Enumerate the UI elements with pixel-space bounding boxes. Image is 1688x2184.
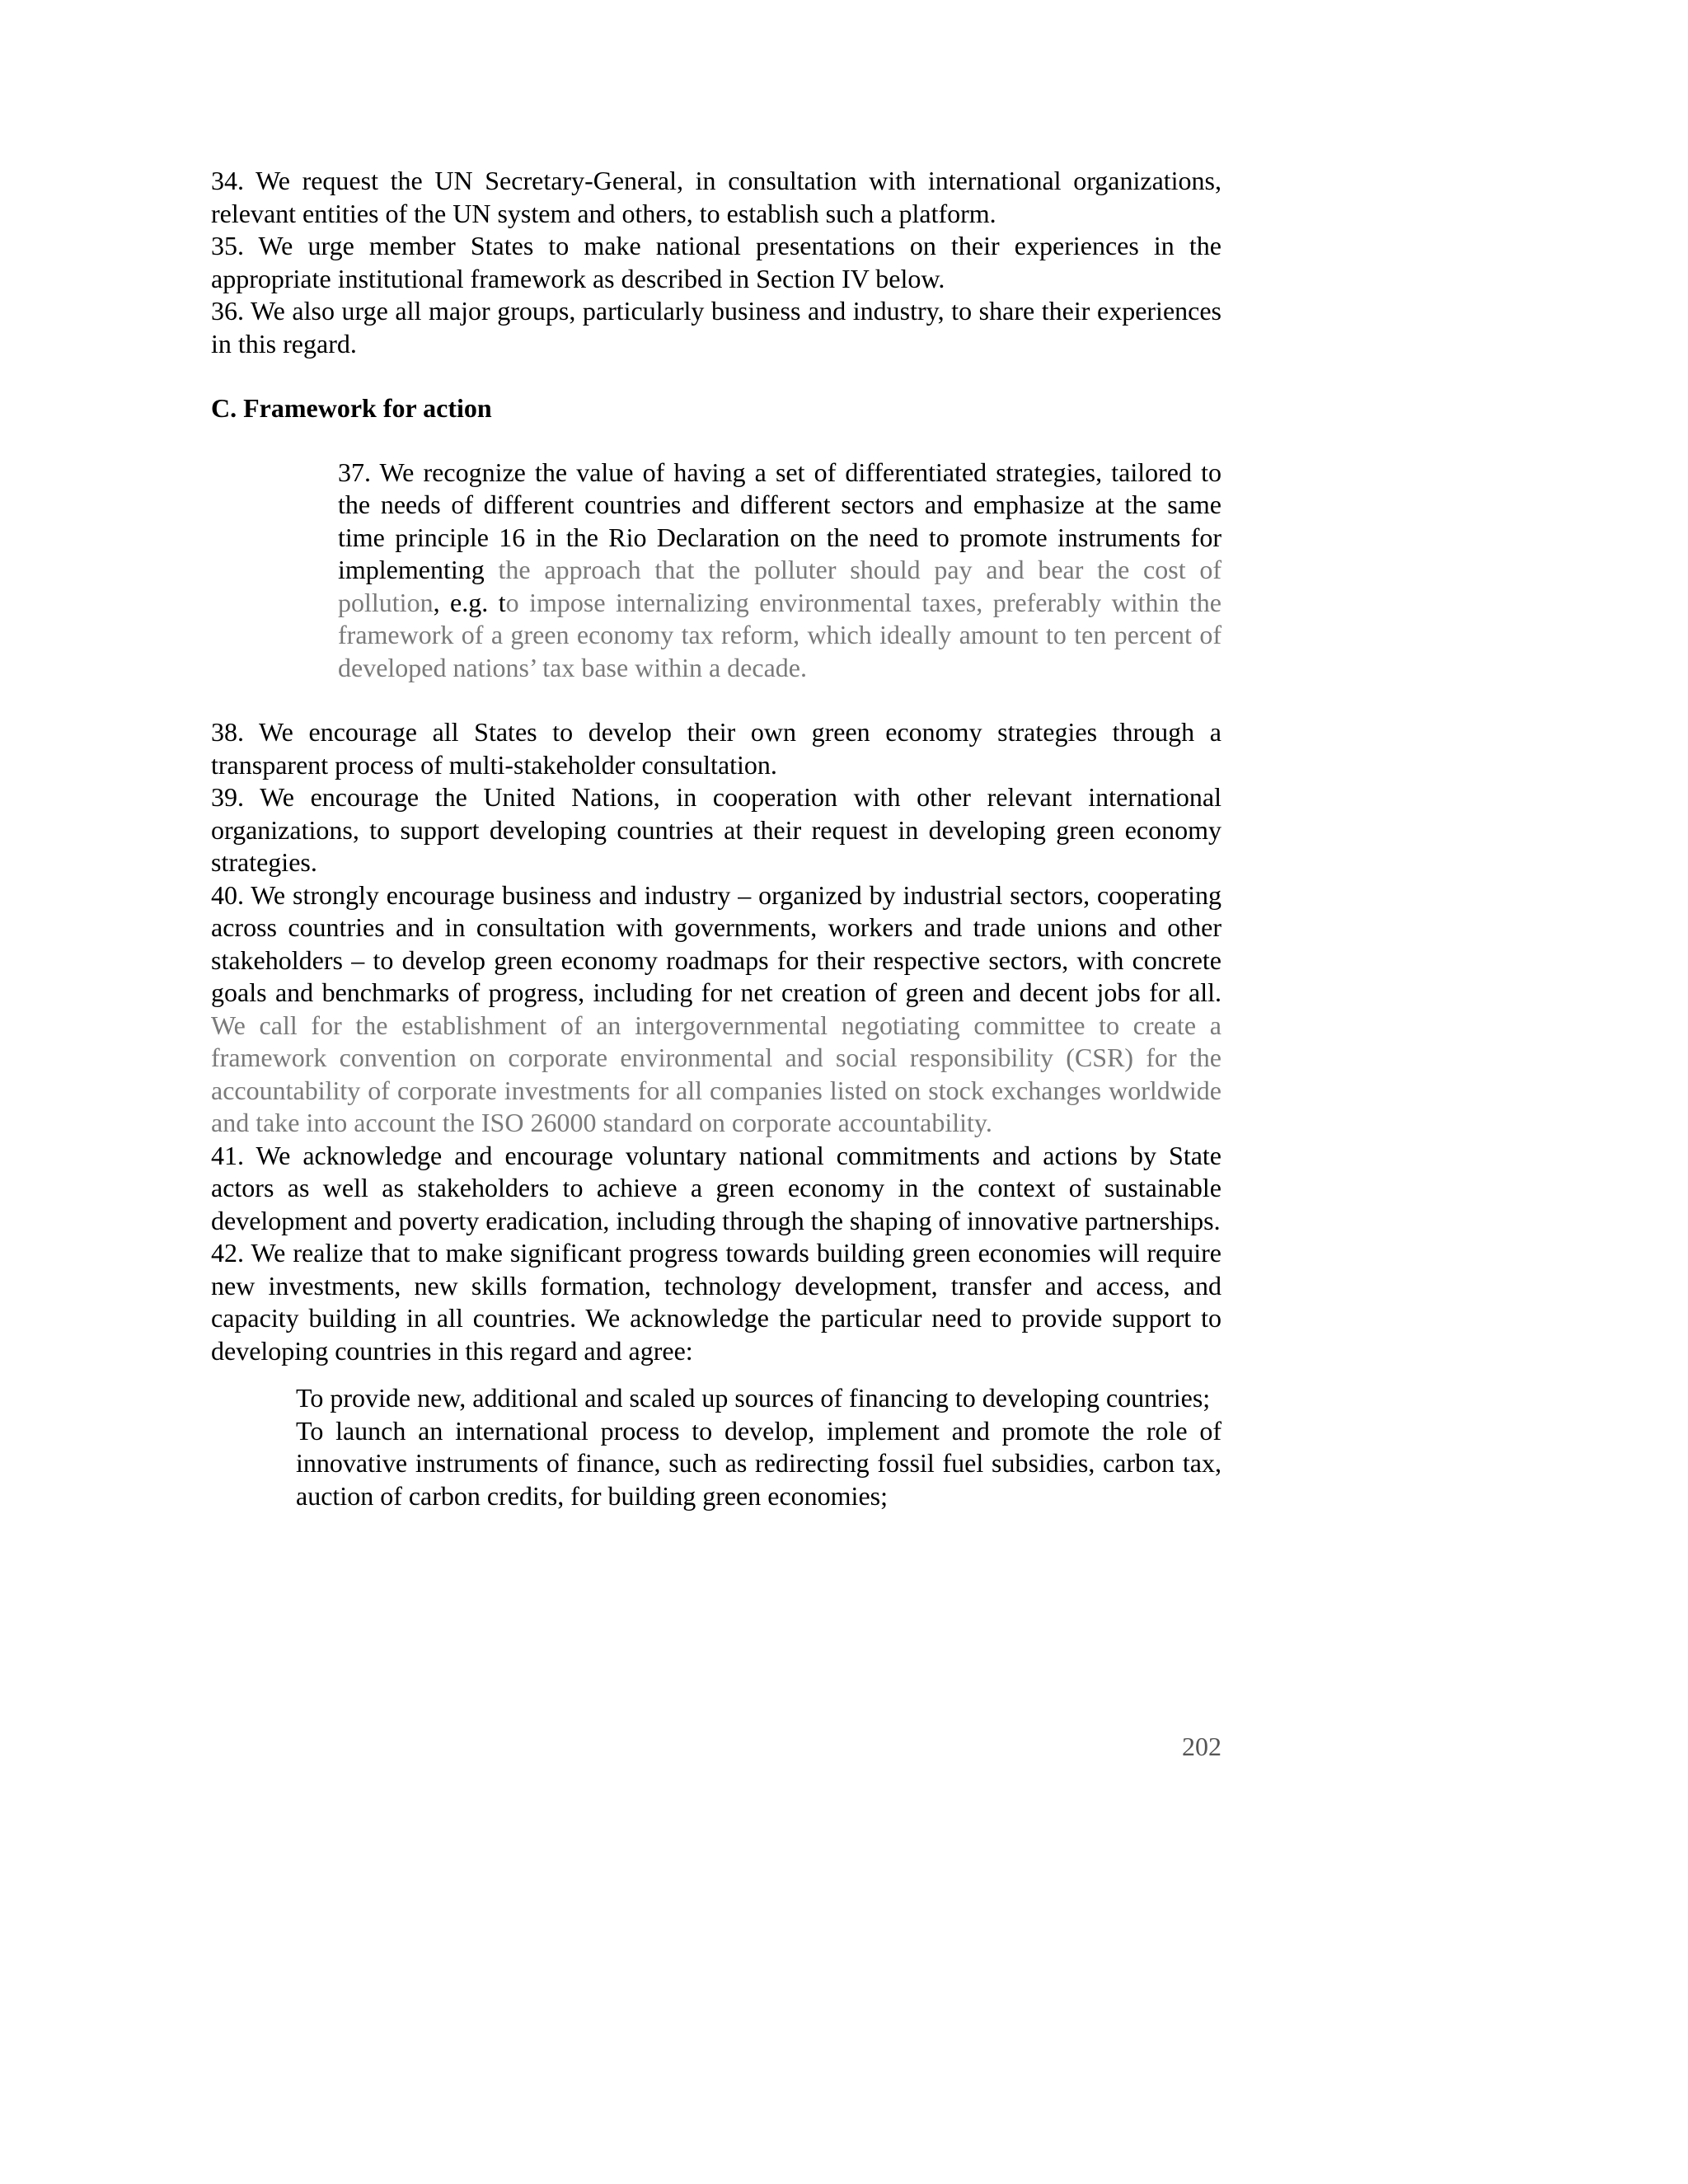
paragraph-37-gray-text: the approach that the polluter should pay and bear the cost of pollution [338,555,1222,617]
paragraph-38: 38. We encourage all States to develop their own green economy strategies through a transparent process of multi-stakeholder consultation. [211,717,1221,780]
paragraph-37-gray-text-2: o impose internalizing environmental taxes, preferably within the framework of a green economy tax reform, which ideally amount to ten percent of developed nations’ tax base within a decade. [338,587,1222,682]
paragraph-41: 41. We acknowledge and encourage voluntary national commitments and actions by State actors as well as stakeholders to achieve a green economy in the context of sustainable development and poverty eradication, including through the shaping of innovative partnerships. [211,1140,1221,1235]
spacer [211,684,1221,716]
agreement-list [296,1382,1221,1512]
paragraph-34: 34. We request the UN Secretary-General, in consultation with international organizations, relevant entities of the UN system and others, to establish such a platform. [211,166,1221,228]
paragraph-40-text: 40. We strongly encourage business and industry – organized by industrial sectors, cooperating across countries and in consultation with governments, workers and trade unions and other stakeholders – to develop green economy roadmaps for their respective sectors, with concrete goals and benchmarks of progress, including for net creation of green and decent jobs for all. [211,879,1221,1007]
paragraph-35: 35. We urge member States to make national presentations on their experiences in the appropriate institutional framework as described in Section IV below. [211,231,1221,293]
paragraph-39: 39. We encourage the United Nations, in cooperation with other relevant international organizations, to support developing countries at their request in developing green economy strategies. [211,782,1221,877]
paragraph-37 [338,457,1221,685]
paragraph-40-gray-text: We call for the establishment of an intergovernmental negotiating committee to create a framework convention on corporate environmental and social responsibility (CSR) for the accountability of corporate investments for all companies listed on stock exchanges worldwide and take into account the ISO 26000 standard on corporate accountability. [211,1010,1221,1137]
paragraph-42: 42. We realize that to make significant progress towards building green economies will require new investments, new skills formation, technology development, transfer and access, and capacity building in all countries. We acknowledge the particular need to provide support to developing countries in this regard and agree: [211,1238,1221,1366]
paragraph-37-text: 37. We recognize the value of having a set of differentiated strategies, tailored to the needs of different countries and different sectors and emphasize at the same time principle 16 in the Rio Declaration on the need to promote instruments for implementing [338,457,1221,584]
section-heading: C. Framework for action [211,393,492,423]
paragraph-36: 36. We also urge all major groups, particularly business and industry, to share their experiences in this regard. [211,296,1221,359]
page-number: 202 [1182,1732,1221,1761]
list-item: To launch an international process to develop, implement and promote the role of innovative instruments of finance, such as redirecting fossil fuel subsidies, carbon tax, auction of carbon credits, for building green economies; [296,1415,1221,1511]
paragraph-37-text-eg: , e.g. t [433,587,506,617]
document-page [211,165,1221,1512]
paragraph-40 [211,879,1221,1140]
list-item: To provide new, additional and scaled up sources of financing to developing countries; [296,1383,1211,1413]
